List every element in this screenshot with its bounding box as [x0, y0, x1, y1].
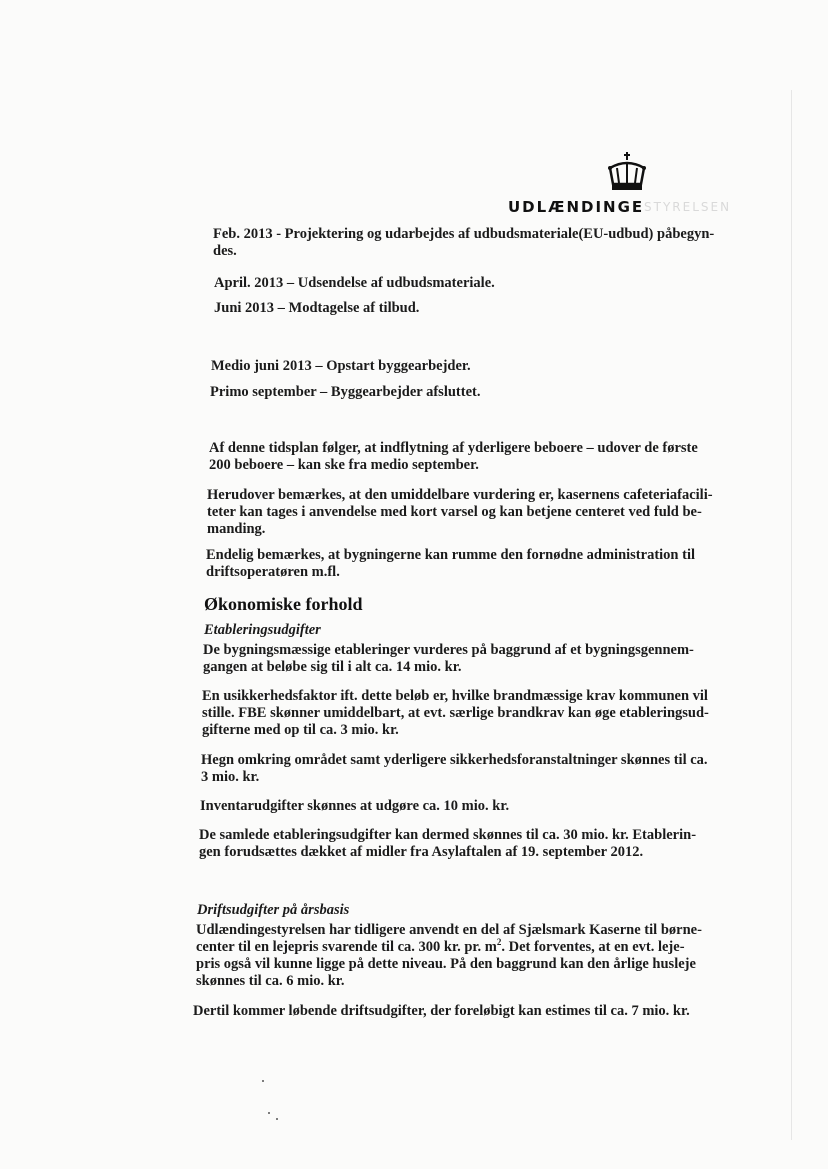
paragraph — [196, 922, 702, 990]
text-line: des. — [213, 243, 237, 259]
timeline-item — [211, 358, 471, 375]
text-line: Herudover bemærkes, at den umiddelbare vurdering er, kasernens cafeteriafacili- — [207, 487, 713, 503]
paragraph — [193, 1003, 690, 1020]
text-line: En usikkerhedsfaktor ift. dette beløb er, hvilke brandmæssige krav kommunen vil — [202, 688, 708, 704]
text-line: Medio juni 2013 – Opstart byggearbejder. — [211, 358, 471, 374]
text-line: De samlede etableringsudgifter kan dermed skønnes til ca. 30 mio. kr. Etablerin- — [199, 827, 697, 843]
section-heading: Økonomiske forhold — [204, 594, 363, 614]
subsection-heading: Driftsudgifter på årsbasis — [197, 902, 350, 918]
text-line: pris også vil kunne ligge på dette niveau. På den baggrund kan den årlige husleje — [196, 956, 696, 972]
text-line: gen forudsættes dækket af midler fra Asylaftalen af 19. september 2012. — [199, 844, 644, 860]
text-line: Endelig bemærkes, at bygningerne kan rumme den fornødne administration til — [206, 547, 695, 563]
text-line: Af denne tidsplan følger, at indflytning af yderligere beboere – udover de første — [209, 440, 698, 456]
timeline-item — [214, 275, 495, 292]
scan-speck — [262, 1080, 264, 1082]
agency-name: UDLÆNDINGE — [508, 198, 645, 216]
paragraph — [200, 798, 509, 815]
scan-speck — [276, 1118, 278, 1120]
page-edge-shadow — [791, 90, 792, 1140]
text-line: gifterne med op til ca. 3 mio. kr. — [202, 722, 399, 738]
text-line: Dertil kommer løbende driftsudgifter, der foreløbigt kan estimes til ca. 7 mio. kr. — [193, 1003, 690, 1019]
text-line: Udlændingestyrelsen har tidligere anvendt en del af Sjælsmark Kaserne til børne- — [196, 922, 702, 938]
timeline-item — [210, 384, 480, 401]
text-line: teter kan tages i anvendelse med kort varsel og kan betjene centeret ved fuld be- — [207, 504, 702, 520]
text-line — [196, 939, 702, 956]
text-line: Inventarudgifter skønnes at udgøre ca. 10 mio. kr. — [200, 798, 510, 814]
text-line: gangen at beløbe sig til i alt ca. 14 mio. kr. — [203, 659, 462, 675]
text-line: Hegn omkring området samt yderligere sikkerhedsforanstaltninger skønnes til ca. — [201, 752, 708, 768]
paragraph — [199, 827, 696, 861]
text-line: 3 mio. kr. — [201, 769, 260, 785]
text-line: driftsoperatøren m.fl. — [206, 564, 340, 580]
paragraph — [201, 752, 708, 786]
timeline-item — [213, 226, 714, 260]
text-fragment: . Det forventes, at en evt. leje- — [501, 939, 685, 955]
text-line: stille. FBE skønner umiddelbart, at evt. særlige brandkrav kan øge etableringsud- — [202, 705, 709, 721]
paragraph — [206, 547, 695, 581]
agency-name-suffix: STYRELSEN — [644, 200, 732, 214]
scan-speck — [268, 1112, 270, 1114]
timeline-item — [214, 300, 419, 317]
superscript: 2 — [496, 937, 502, 948]
paragraph — [209, 440, 698, 474]
text-line: Primo september – Byggearbejder afsluttet. — [210, 384, 481, 400]
letterhead — [508, 150, 738, 220]
text-line: skønnes til ca. 6 mio. kr. — [196, 973, 345, 989]
text-line: 200 beboere – kan ske fra medio september. — [209, 457, 479, 473]
text-line: manding. — [207, 521, 266, 537]
paragraph — [203, 642, 694, 676]
paragraph — [202, 688, 709, 739]
text-line: Juni 2013 – Modtagelse af tilbud. — [214, 300, 420, 316]
subsection-heading: Etableringsudgifter — [204, 622, 321, 638]
text-line: Feb. 2013 - Projektering og udarbejdes af udbudsmateriale(EU-udbud) påbegyn- — [213, 226, 715, 242]
text-line: April. 2013 – Udsendelse af udbudsmateriale. — [214, 275, 495, 291]
paragraph — [207, 487, 713, 538]
text-line: De bygningsmæssige etableringer vurderes på baggrund af et bygningsgennem- — [203, 642, 694, 658]
royal-crown-icon — [604, 150, 650, 196]
text-fragment: center til en lejepris svarende til ca. 300 kr. pr. m — [196, 939, 497, 955]
